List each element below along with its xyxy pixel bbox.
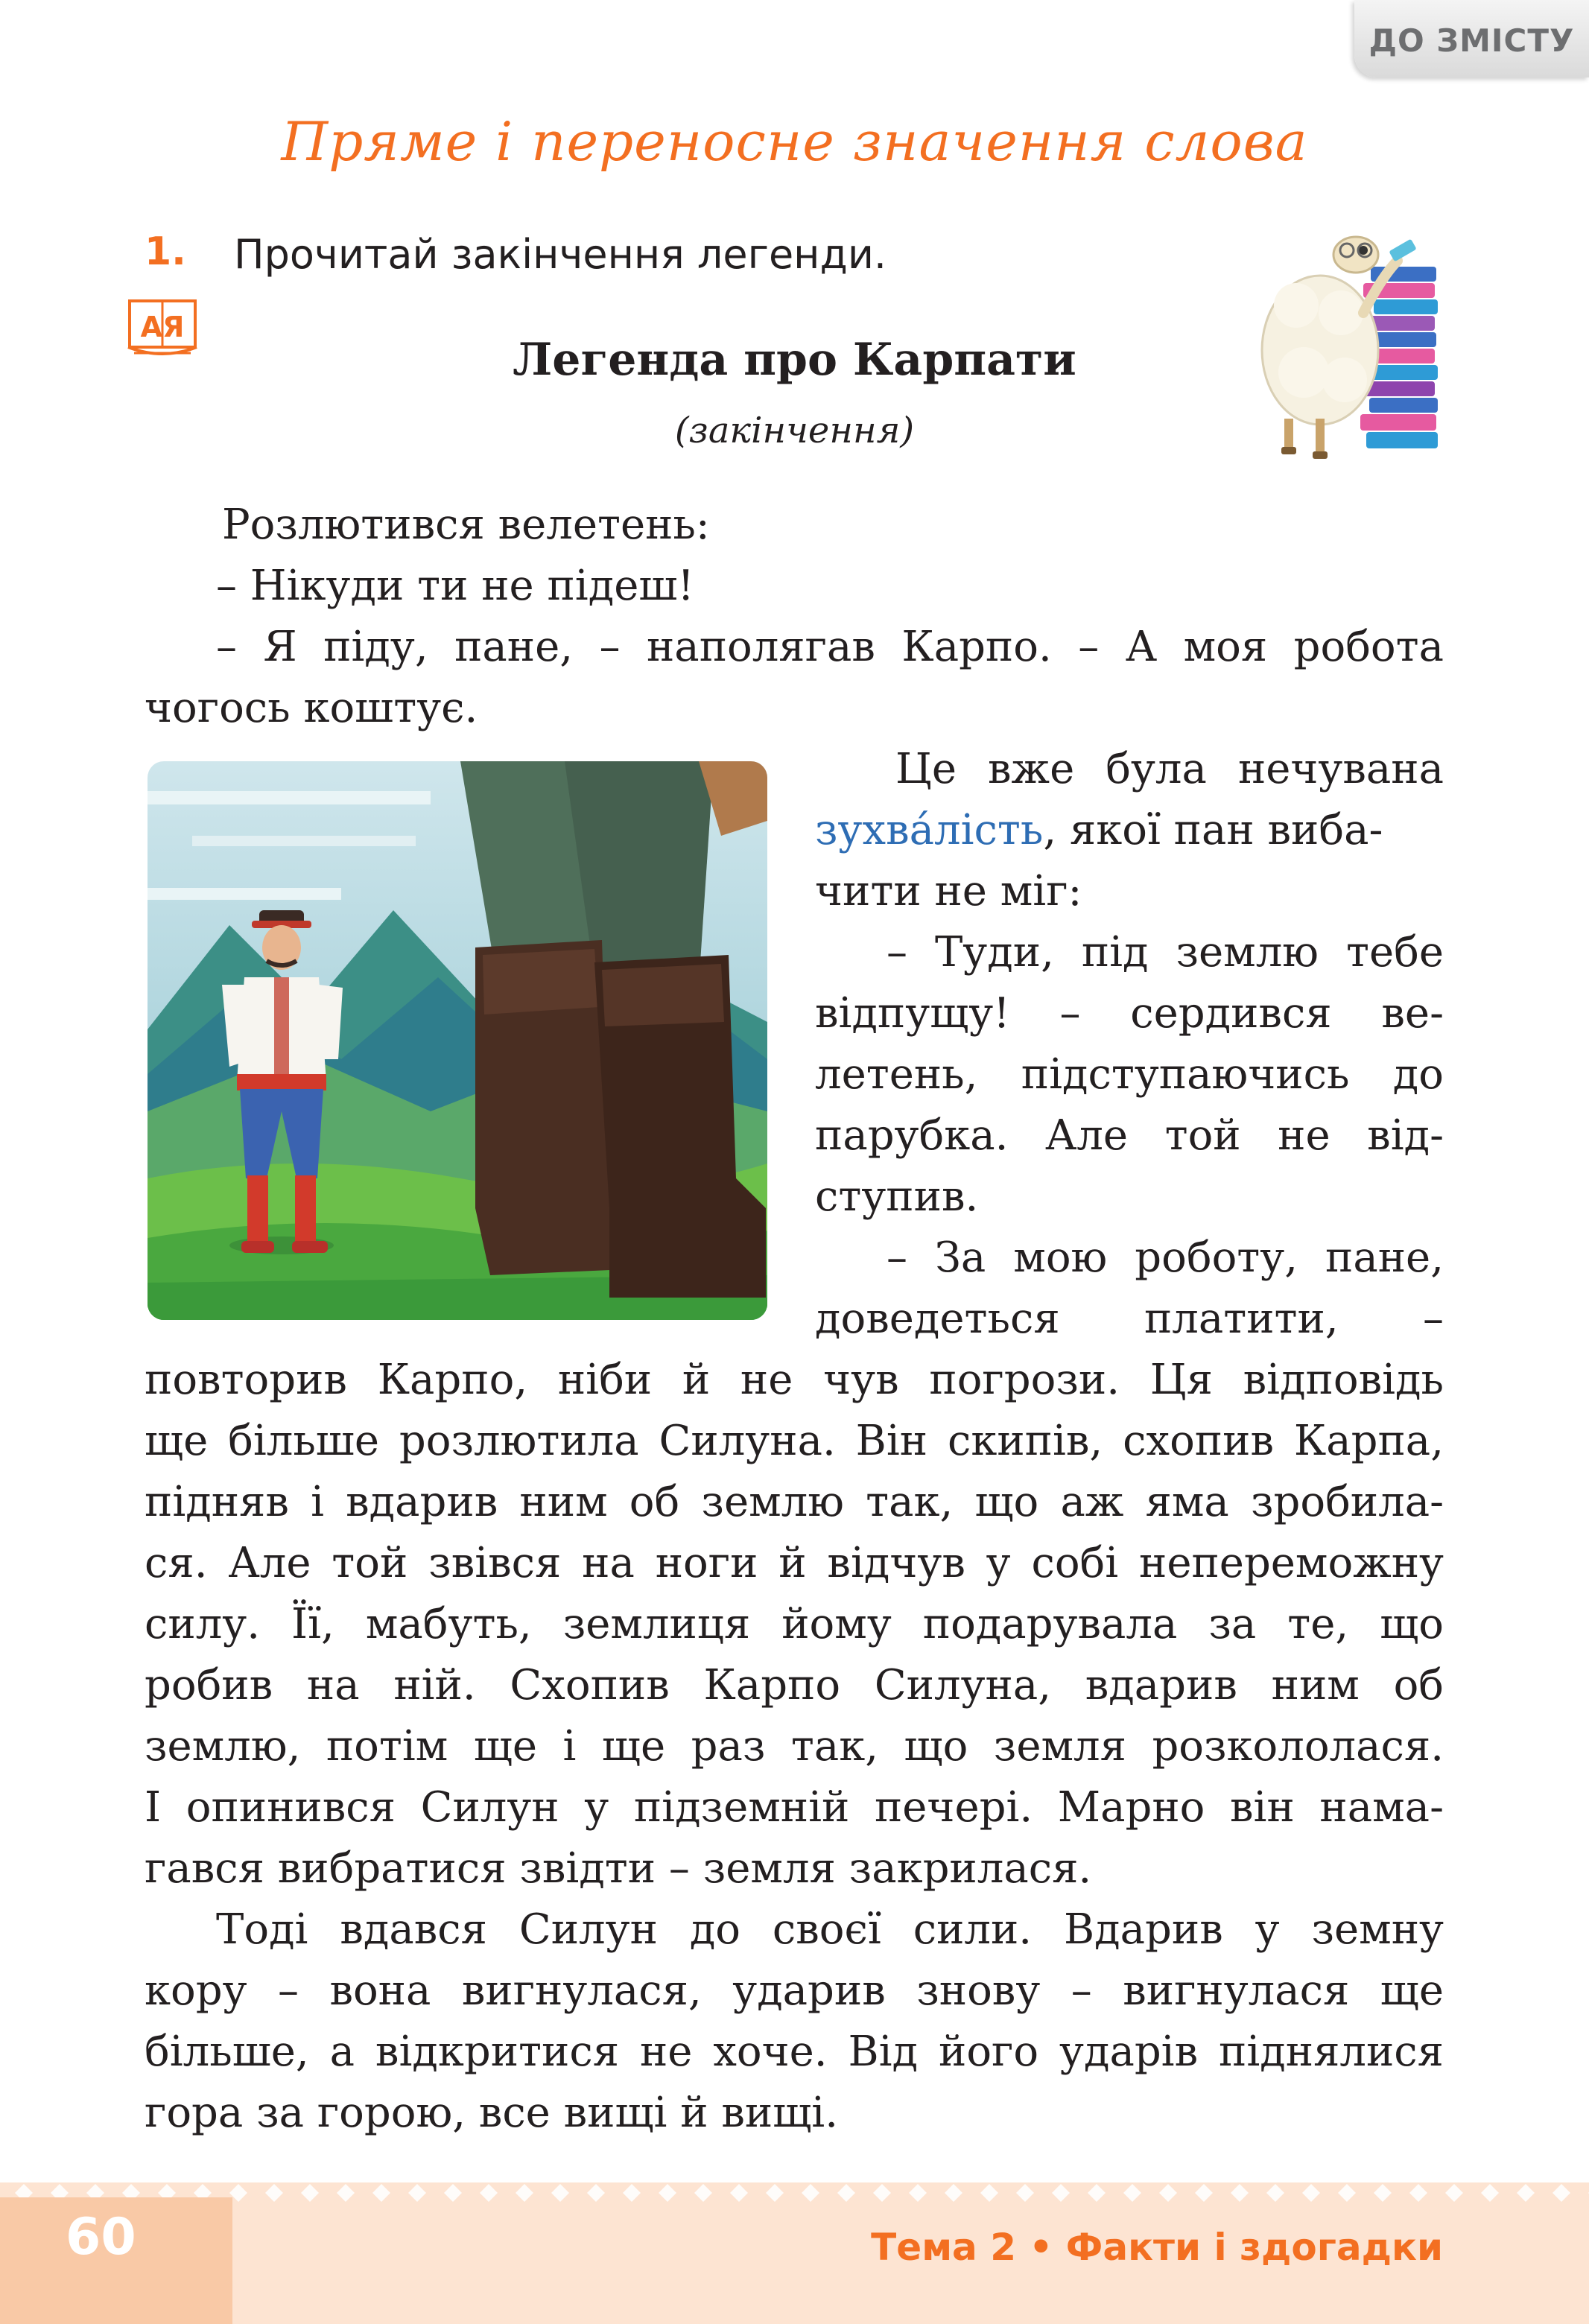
- ornament-diamond: [1338, 2184, 1356, 2202]
- story-line: відпущу! – сердився ве-: [815, 989, 1444, 1038]
- page-number: 60: [66, 2208, 136, 2267]
- ornament-diamond: [1195, 2184, 1213, 2202]
- task-number: 1.: [145, 229, 186, 274]
- story-line: підняв і вдарив ним об землю так, що аж яма зробила-: [145, 1478, 1444, 1526]
- ornament-diamond: [1517, 2184, 1535, 2202]
- story-title: Легенда про Карпати: [513, 334, 1076, 386]
- ornament-diamond: [480, 2184, 498, 2202]
- story-line: летень, підступаючись до: [815, 1050, 1444, 1099]
- ornament-diamond: [766, 2184, 784, 2202]
- ornament-diamond: [1123, 2184, 1141, 2202]
- story-subtitle: (закінчення): [674, 410, 915, 451]
- story-line: чогось коштує.: [145, 684, 478, 732]
- story-line: ще більше розлютила Силуна. Він скипів, схопив Карпа,: [145, 1417, 1444, 1465]
- story-line-with-word: [815, 800, 1444, 861]
- story-line: гався вибратися звідти – земля закрилася.: [145, 1844, 1092, 1893]
- ornament-diamond: [1302, 2184, 1320, 2202]
- story-line: силу. Її, мабуть, землиця йому подарувала за те, що: [145, 1600, 1444, 1648]
- karpo-and-giant-boots-illustration: [148, 761, 767, 1320]
- ornament-diamond: [516, 2184, 533, 2202]
- story-line: – Нікуди ти не підеш!: [216, 562, 694, 610]
- page-title: Пряме і переносне значення слова: [281, 110, 1308, 173]
- story-line: чити не міг:: [815, 867, 1082, 915]
- story-line: робив на ній. Схопив Карпо Силуна, вдарив ним об: [145, 1661, 1444, 1709]
- story-line: доведеться платити, –: [815, 1295, 1444, 1343]
- ornament-diamond: [1052, 2184, 1070, 2202]
- ornament-diamond: [1231, 2184, 1249, 2202]
- dictionary-letters: АЯ: [140, 311, 185, 343]
- ornament-diamond: [265, 2184, 283, 2202]
- story-line-rest: , якої пан виба-: [1043, 806, 1383, 854]
- ornament-diamond: [1088, 2184, 1106, 2202]
- story-line: землю, потім ще і ще раз так, що земля розкололася.: [145, 1722, 1444, 1771]
- story-line: І опинився Силун у підземній печері. Марно він нама-: [145, 1783, 1444, 1832]
- story-line: парубка. Але той не від-: [815, 1111, 1444, 1160]
- story-line: – Я піду, пане, – наполягав Карпо. – А моя робота: [216, 623, 1444, 671]
- ornament-diamond: [659, 2184, 676, 2202]
- story-line: кору – вона вигнулася, ударив знову – вигнулася ще: [145, 1966, 1444, 2015]
- ornament-diamond: [1481, 2184, 1499, 2202]
- story-text-right: [815, 739, 1444, 1350]
- ornament-diamond: [730, 2184, 748, 2202]
- ornament-diamond: [408, 2184, 426, 2202]
- ornament-diamond: [444, 2184, 462, 2202]
- story-line: повторив Карпо, ніби й не чув погрози. Ця відповідь: [145, 1356, 1444, 1404]
- story-line: ступив.: [815, 1172, 979, 1221]
- story-line: Це вже була нечувана: [895, 745, 1444, 793]
- story-line: більше, а відкритися не хоче. Від його ударів піднялися: [145, 2028, 1444, 2076]
- ornament-diamond: [587, 2184, 605, 2202]
- ornament-diamond: [873, 2184, 891, 2202]
- story-line: – За мою роботу, пане,: [887, 1234, 1444, 1282]
- ornament-diamond: [1159, 2184, 1177, 2202]
- story-line: – Туди, під землю тебе: [887, 928, 1444, 977]
- vocabulary-word-link[interactable]: зухва́лість: [815, 806, 1044, 854]
- ornament-diamond: [1409, 2184, 1427, 2202]
- story-text-bottom: [145, 1350, 1444, 2144]
- footer-ornament-icon: [0, 2178, 1589, 2208]
- ornament-diamond: [945, 2184, 962, 2202]
- task-instruction: Прочитай закінчення легенди.: [234, 231, 887, 278]
- ornament-diamond: [980, 2184, 998, 2202]
- ornament-diamond: [802, 2184, 819, 2202]
- story-line: гора за горою, все вищі й вищі.: [145, 2089, 838, 2137]
- ornament-diamond: [909, 2184, 927, 2202]
- toc-link-button[interactable]: ДО ЗМІСТУ: [1354, 0, 1589, 77]
- ornament-diamond: [1374, 2184, 1392, 2202]
- ornament-diamond: [1016, 2184, 1034, 2202]
- footer-theme-title: Тема 2 • Факти і здогадки: [871, 2226, 1443, 2269]
- ornament-diamond: [301, 2184, 319, 2202]
- ornament-diamond: [1445, 2184, 1463, 2202]
- story-line: Розлютився велетень:: [222, 501, 710, 549]
- ornament-diamond: [551, 2184, 569, 2202]
- ornament-diamond: [1552, 2184, 1570, 2202]
- story-line: Тоді вдався Силун до своєї сили. Вдарив у земну: [216, 1905, 1444, 1954]
- ornament-diamond: [372, 2184, 390, 2202]
- story-text-top: [145, 495, 1444, 739]
- ornament-diamond: [1266, 2184, 1284, 2202]
- ornament-diamond: [837, 2184, 855, 2202]
- ornament-diamond: [337, 2184, 355, 2202]
- ornament-diamond: [694, 2184, 712, 2202]
- story-line: ся. Але той звівся на ноги й відчув у собі непереможну: [145, 1539, 1444, 1587]
- ornament-diamond: [623, 2184, 641, 2202]
